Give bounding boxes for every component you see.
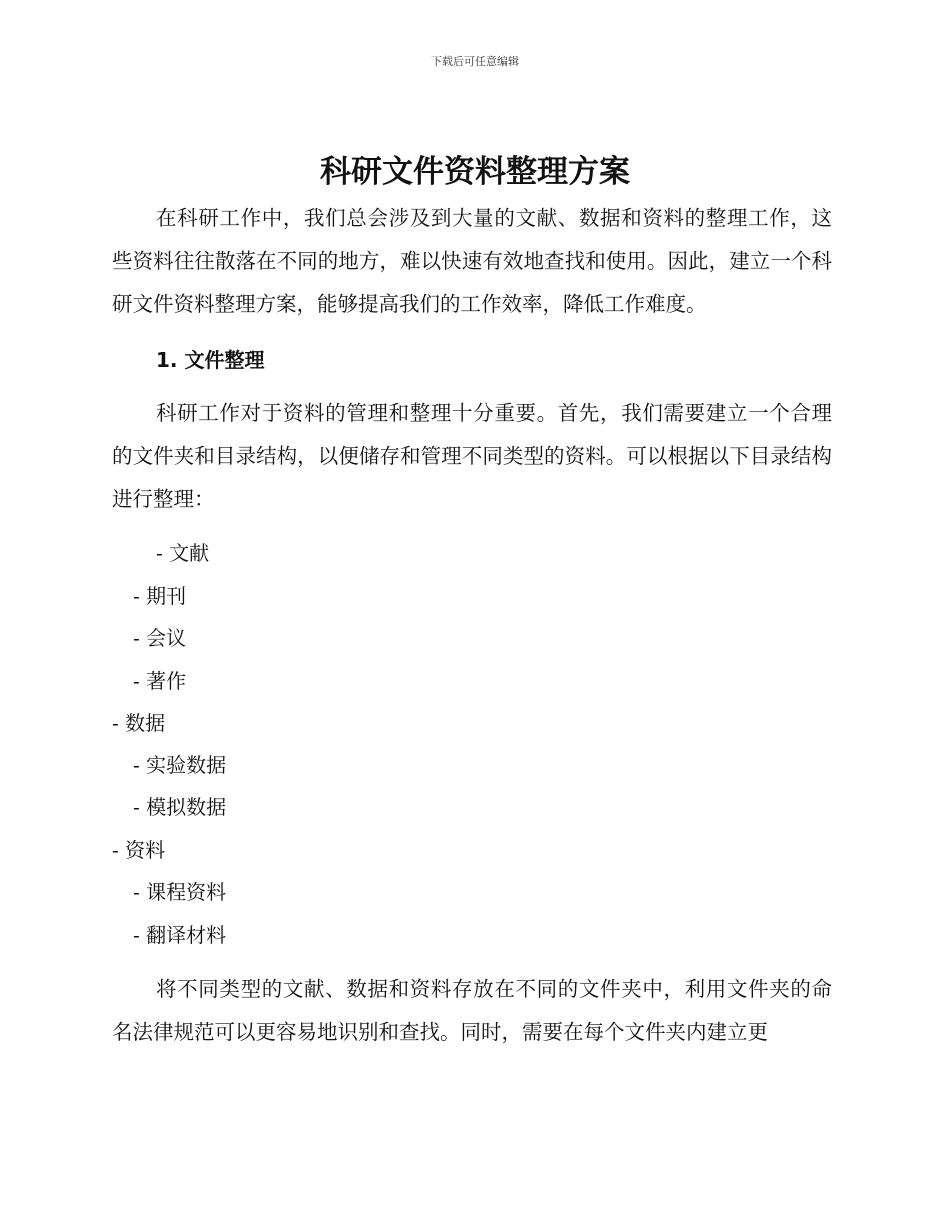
section-heading: 1. 文件整理 (156, 348, 265, 372)
tree-item-course-materials: - 课程资料 (133, 880, 227, 904)
intro-paragraph: 在科研工作中，我们总会涉及到大量的文献、数据和资料的整理工作，这些资料往往散落在不同的地方，难以快速有效地查找和使用。因此，建立一个科研文件资料整理方案，能够提高我们的工作效率，降低工作难度。 (112, 206, 832, 316)
tree-item-journal: - 期刊 (133, 584, 187, 608)
tree-item-data: - 数据 (112, 711, 166, 735)
closing-paragraph: 将不同类型的文献、数据和资料存放在不同的文件夹中，利用文件夹的命名法律规范可以更容易地识别和查找。同时，需要在每个文件夹内建立更 (112, 977, 832, 1044)
tree-item-translation-materials: - 翻译材料 (133, 923, 227, 947)
document-title: 科研文件资料整理方案 (320, 154, 630, 190)
page-header: 下载后可任意编辑 (431, 55, 519, 68)
section-paragraph: 科研工作对于资料的管理和整理十分重要。首先，我们需要建立一个合理的文件夹和目录结构，以便储存和管理不同类型的资料。可以根据以下目录结构进行整理： (112, 401, 832, 511)
tree-item-book: - 著作 (133, 669, 187, 693)
tree-item-literature: - 文献 (156, 541, 210, 565)
tree-item-conference: - 会议 (133, 626, 187, 650)
tree-item-materials: - 资料 (112, 838, 166, 862)
tree-item-simulation-data: - 模拟数据 (133, 795, 227, 819)
tree-item-experimental-data: - 实验数据 (133, 753, 227, 777)
